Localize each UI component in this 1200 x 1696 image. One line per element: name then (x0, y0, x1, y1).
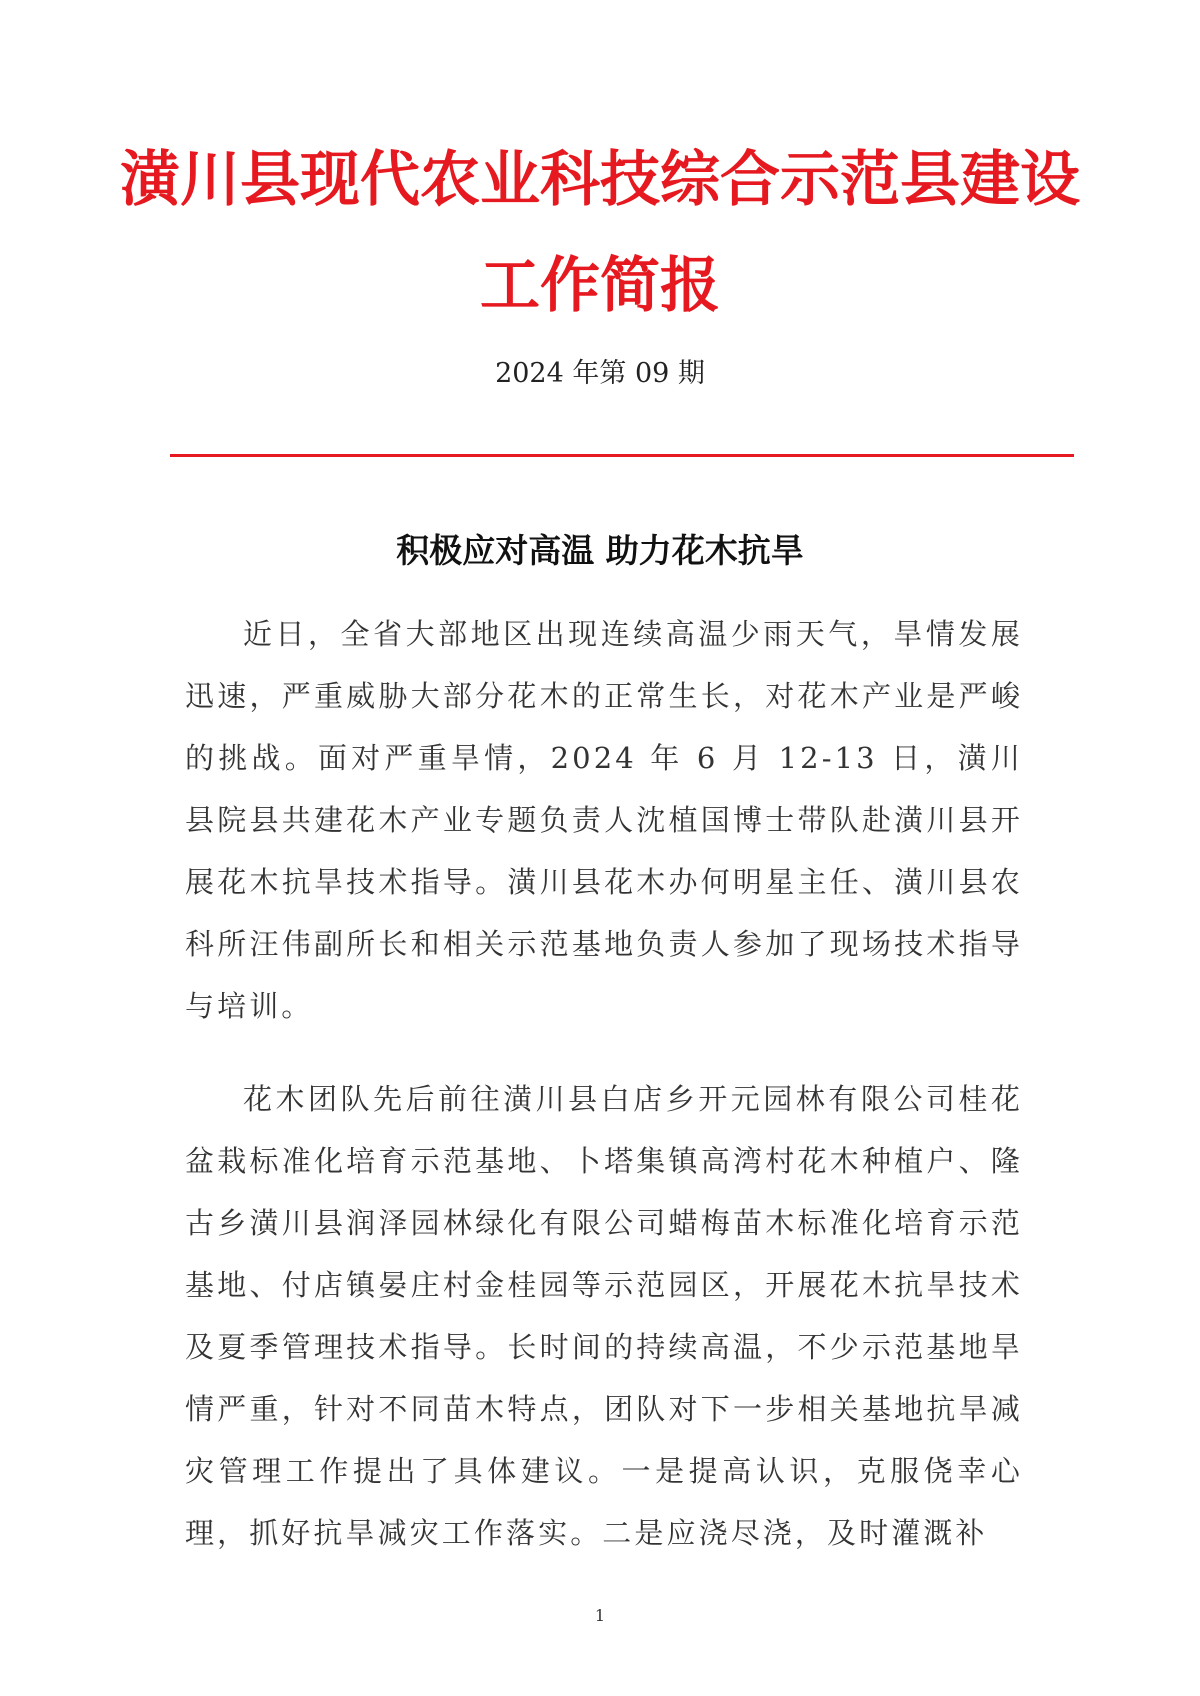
masthead-title-line-1: 潢川县现代农业科技综合示范县建设 (120, 145, 1080, 215)
page-number: 1 (594, 1606, 606, 1625)
article-paragraph-2: 花木团队先后前往潢川县白店乡开元园林有限公司桂花盆栽标准化培育示范基地、卜塔集镇高湾村花木种植户、隆古乡潢川县润泽园林绿化有限公司蜡梅苗木标准化培育示范基地、付店镇晏庄村金桂园等示范园区，开展花木抗旱技术及夏季管理技术指导。长时间的持续高温，不少示范基地旱情严重，针对不同苗木特点，团队对下一步相关基地抗旱减灾管理工作提出了具体建议。一是提高认识，克服侥幸心理，抓好抗旱减灾工作落实。二是应浇尽浇，及时灌溉补 (185, 1082, 1023, 1550)
issue-number: 2024 年第 09 期 (495, 358, 705, 389)
masthead-title-line-2: 工作简报 (480, 251, 720, 321)
article-title: 积极应对高温 助力花木抗旱 (396, 531, 804, 570)
red-divider (170, 454, 1074, 457)
article-paragraph-1: 近日，全省大部地区出现连续高温少雨天气，旱情发展迅速，严重威胁大部分花木的正常生长，对花木产业是严峻的挑战。面对严重旱情，2024 年 6 月 12-13 日，潢川县院县共建花木产业专题负责人沈植国博士带队赴潢川县开展花木抗旱技术指导。潢川县花木办何明星主任、潢川县农科所汪伟副所长和相关示范基地负责人参加了现场技术指导与培训。 (185, 617, 1023, 1023)
